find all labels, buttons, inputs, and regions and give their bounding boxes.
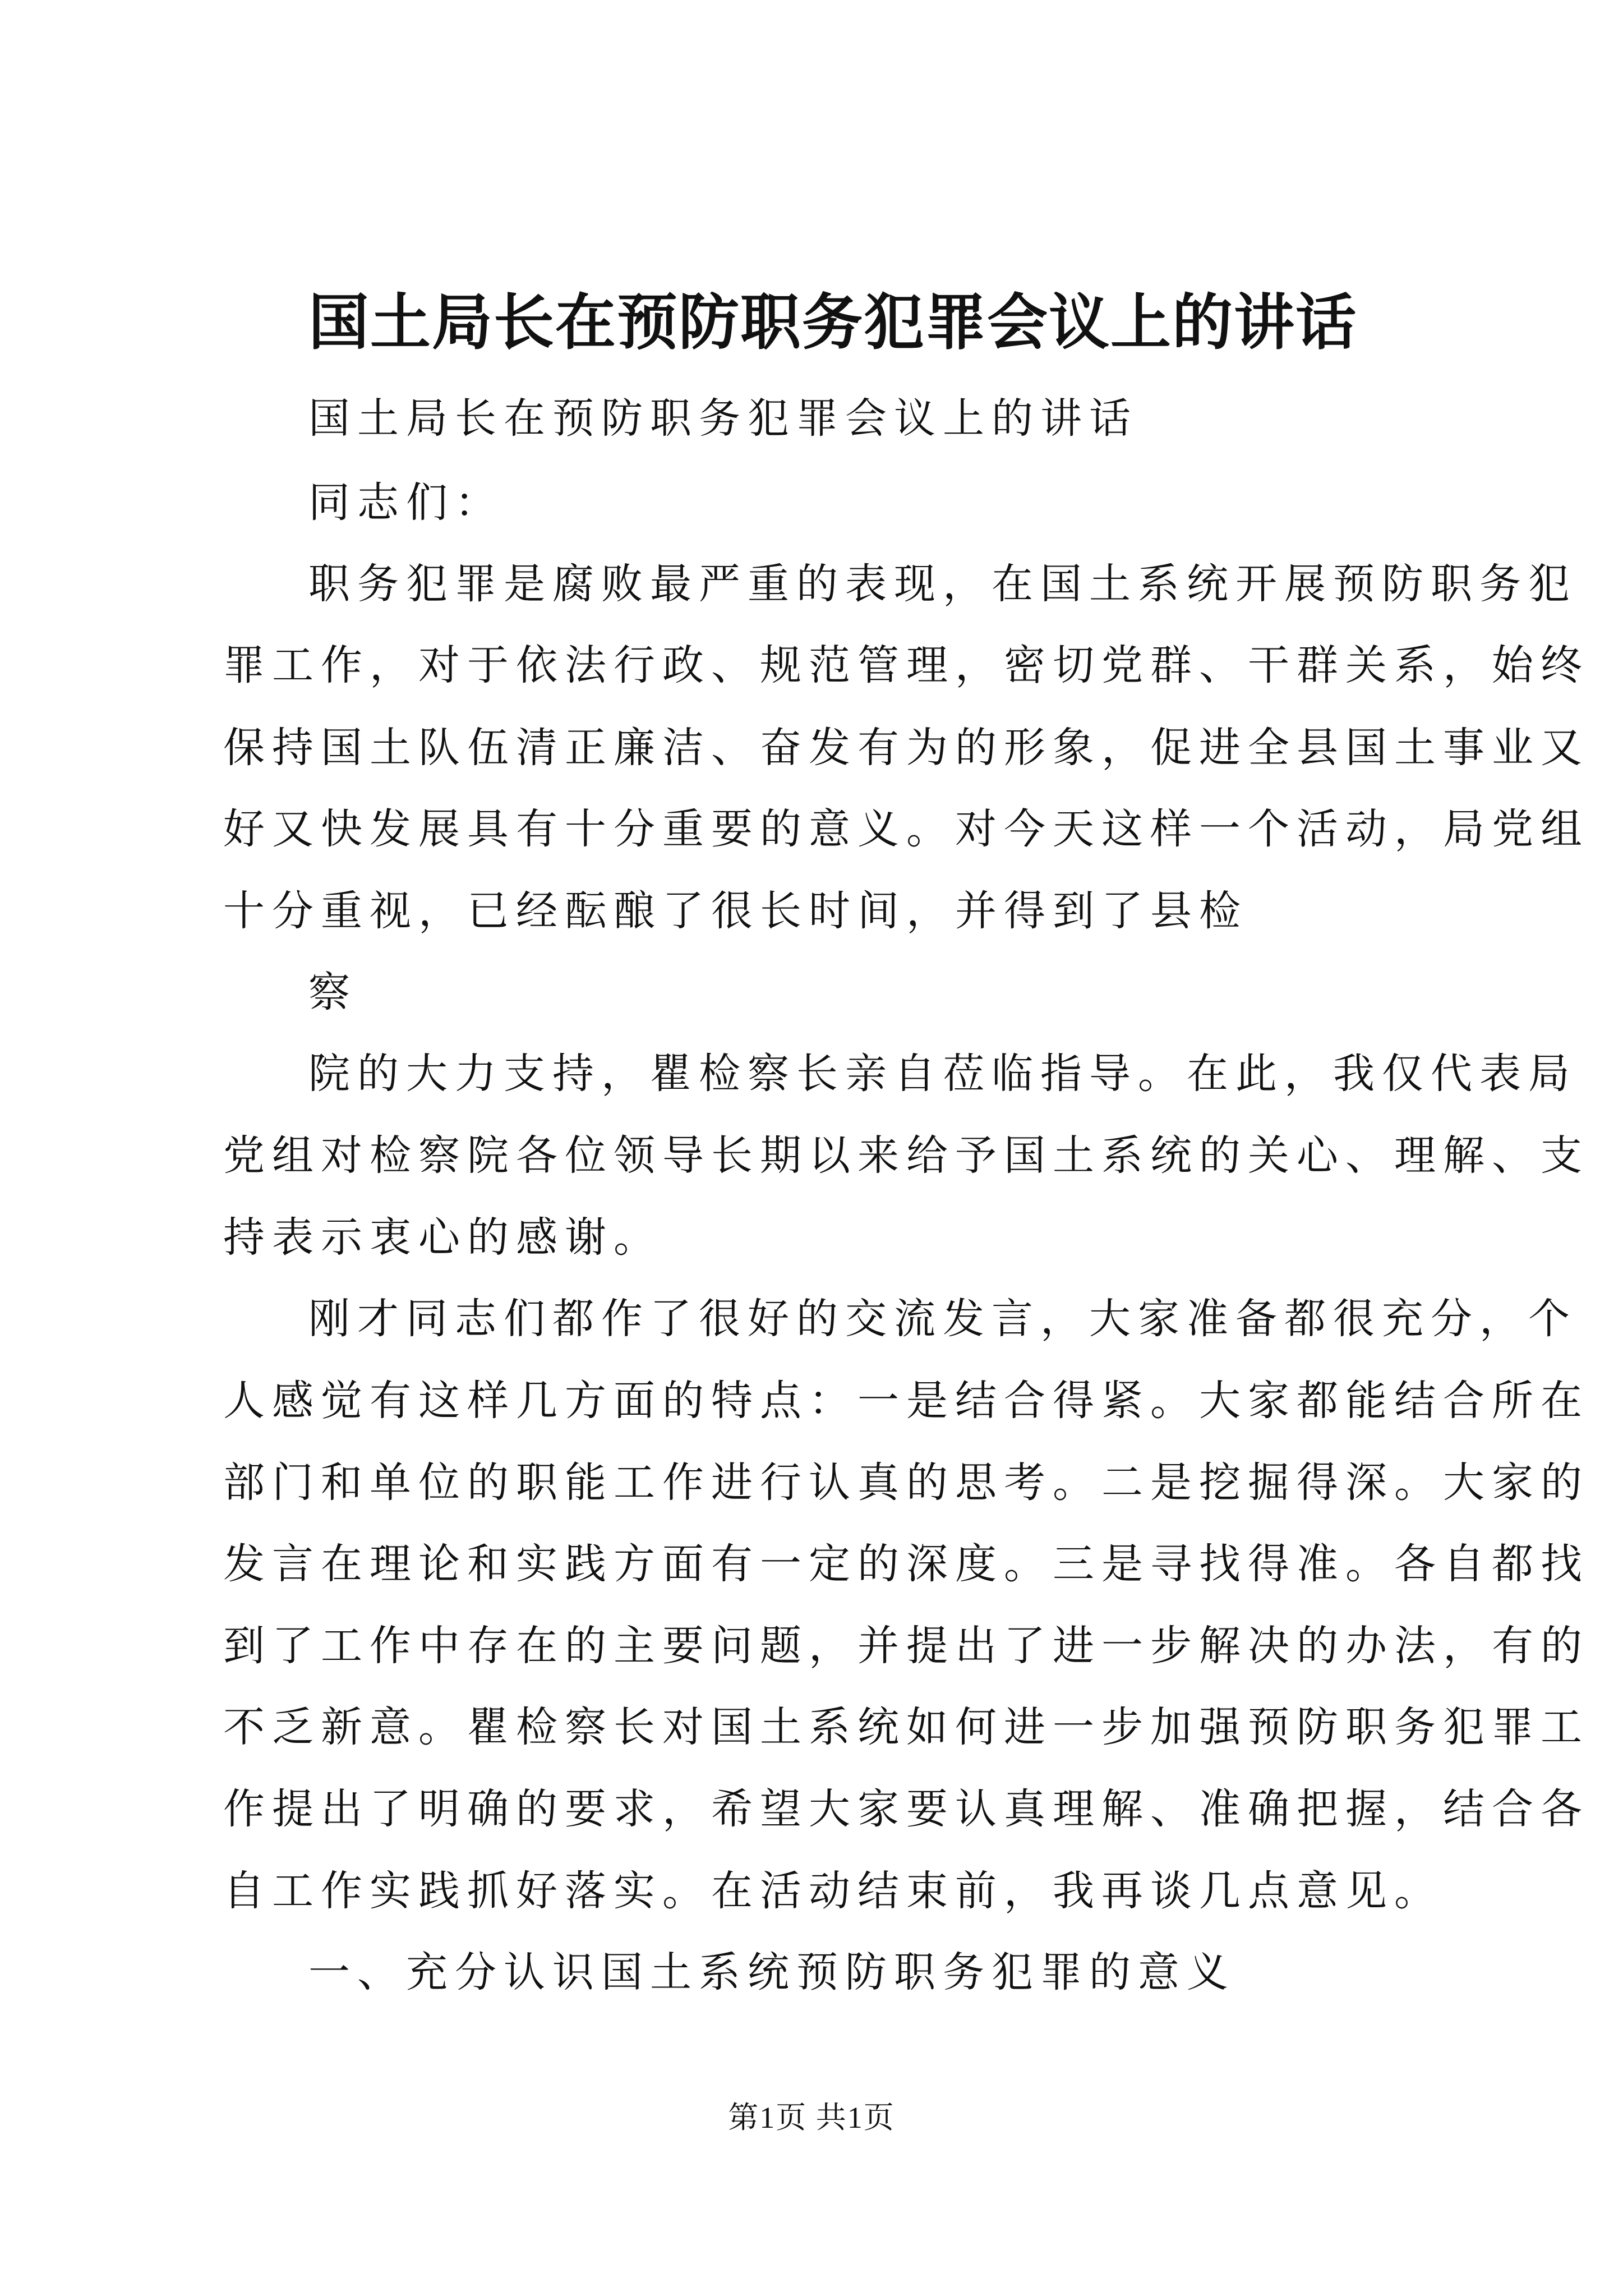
paragraph-line: 保持国土队伍清正廉洁、奋发有为的形象，促进全县国土事业又: [223, 724, 1589, 772]
paragraph-line: 作提出了明确的要求，希望大家要认真理解、准确把握，结合各: [223, 1785, 1589, 1833]
salutation-line: 同志们：: [308, 478, 504, 527]
paragraph-line: 自工作实践抓好落实。在活动结束前，我再谈几点意见。: [223, 1867, 1443, 1915]
paragraph-line: 部门和单位的职能工作进行认真的思考。二是挖掘得深。大家的: [223, 1458, 1589, 1507]
paragraph-line: 到了工作中存在的主要问题，并提出了进一步解决的办法，有的: [223, 1622, 1589, 1670]
paragraph-line: 不乏新意。瞿检察长对国土系统如何进一步加强预防职务犯罪工: [223, 1703, 1589, 1751]
paragraph-line: 罪工作，对于依法行政、规范管理，密切党群、干群关系，始终: [223, 641, 1589, 689]
paragraph-line: 党组对检察院各位领导长期以来给予国土系统的关心、理解、支: [223, 1131, 1589, 1180]
paragraph-line: 察: [308, 968, 357, 1016]
document-title: 国土局长在预防职务犯罪会议上的讲话: [308, 287, 1358, 358]
paragraph-line: 持表示衷心的感谢。: [223, 1213, 662, 1262]
paragraph-line: 好又快发展具有十分重要的意义。对今天这样一个活动，局党组: [223, 805, 1589, 853]
paragraph-line: 十分重视，已经酝酿了很长时间，并得到了县检: [223, 887, 1248, 935]
page-footer: 第1页 共1页: [728, 2101, 895, 2134]
paragraph-line: 发言在理论和实践方面有一定的深度。三是寻找得准。各自都找: [223, 1540, 1589, 1588]
paragraph-line: 人感觉有这样几方面的特点：一是结合得紧。大家都能结合所在: [223, 1377, 1589, 1425]
section-heading: 一、充分认识国土系统预防职务犯罪的意义: [308, 1948, 1235, 1996]
paragraph-line: 院的大力支持，瞿检察长亲自莅临指导。在此，我仅代表局: [308, 1050, 1577, 1098]
subtitle-line: 国土局长在预防职务犯罪会议上的讲话: [308, 394, 1138, 443]
paragraph-line: 职务犯罪是腐败最严重的表现，在国土系统开展预防职务犯: [308, 560, 1577, 608]
paragraph-line: 刚才同志们都作了很好的交流发言，大家准备都很充分，个: [308, 1295, 1577, 1343]
